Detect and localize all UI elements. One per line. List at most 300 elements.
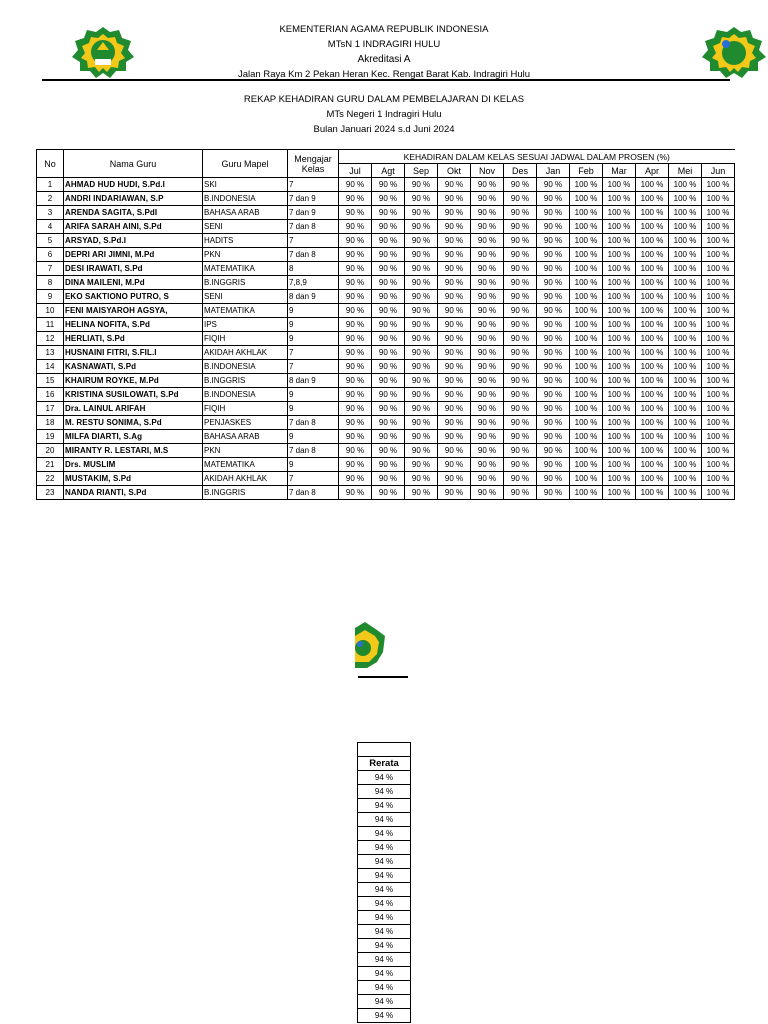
subject: HADITS (203, 234, 288, 248)
subject: B.INDONESIA (203, 388, 288, 402)
attendance-percent: 100 % (603, 444, 636, 458)
attendance-percent: 100 % (636, 234, 669, 248)
attendance-percent: 100 % (702, 318, 735, 332)
attendance-percent: 100 % (570, 458, 603, 472)
attendance-percent: 90 % (438, 192, 471, 206)
attendance-percent: 100 % (702, 430, 735, 444)
attendance-percent: 100 % (570, 402, 603, 416)
month-header: Jun (702, 164, 735, 178)
attendance-percent: 100 % (570, 486, 603, 500)
subject: FIQIH (203, 332, 288, 346)
attendance-percent: 90 % (471, 332, 504, 346)
attendance-percent: 100 % (603, 388, 636, 402)
attendance-percent: 100 % (570, 290, 603, 304)
attendance-percent: 90 % (471, 206, 504, 220)
attendance-percent: 100 % (603, 374, 636, 388)
subject: AKIDAH AKHLAK (203, 346, 288, 360)
table-row (37, 192, 735, 206)
attendance-percent: 90 % (504, 304, 537, 318)
subject: MATEMATIKA (203, 262, 288, 276)
row-number: 6 (37, 248, 64, 262)
teacher-name: Drs. MUSLIM (64, 458, 203, 472)
attendance-percent: 90 % (339, 332, 372, 346)
attendance-percent: 100 % (702, 374, 735, 388)
rerata-blank-cell (358, 743, 411, 757)
grades-taught: 9 (288, 402, 339, 416)
attendance-percent: 100 % (636, 430, 669, 444)
attendance-percent: 90 % (471, 388, 504, 402)
attendance-percent: 90 % (537, 262, 570, 276)
attendance-percent: 90 % (471, 402, 504, 416)
attendance-percent: 90 % (471, 444, 504, 458)
attendance-percent: 90 % (405, 178, 438, 192)
grades-taught: 7 (288, 178, 339, 192)
attendance-percent: 100 % (603, 402, 636, 416)
subject: AKIDAH AKHLAK (203, 472, 288, 486)
attendance-percent: 90 % (339, 318, 372, 332)
row-number: 19 (37, 430, 64, 444)
row-number: 2 (37, 192, 64, 206)
attendance-percent: 100 % (636, 206, 669, 220)
attendance-percent: 90 % (405, 206, 438, 220)
table-row (37, 486, 735, 500)
teacher-name: ARENDA SAGITA, S.PdI (64, 206, 203, 220)
teacher-name: ANDRI INDARIAWAN, S.P (64, 192, 203, 206)
subject: B.INGGRIS (203, 374, 288, 388)
attendance-percent: 100 % (636, 444, 669, 458)
attendance-percent: 90 % (438, 374, 471, 388)
subject: B.INDONESIA (203, 192, 288, 206)
attendance-percent: 100 % (669, 304, 702, 318)
attendance-percent: 100 % (636, 262, 669, 276)
row-number: 7 (37, 262, 64, 276)
attendance-percent: 90 % (471, 360, 504, 374)
attendance-percent: 90 % (339, 192, 372, 206)
row-number: 9 (37, 290, 64, 304)
attendance-percent: 90 % (537, 360, 570, 374)
report-title: REKAP KEHADIRAN GURU DALAM PEMBELAJARAN DI KELAS (243, 94, 525, 105)
attendance-percent: 90 % (504, 346, 537, 360)
attendance-percent: 90 % (372, 388, 405, 402)
row-number: 8 (37, 276, 64, 290)
attendance-percent: 90 % (471, 220, 504, 234)
attendance-percent: 100 % (603, 332, 636, 346)
attendance-percent: 90 % (339, 206, 372, 220)
attendance-percent: 100 % (636, 472, 669, 486)
grades-taught: 7 dan 8 (288, 248, 339, 262)
attendance-percent: 90 % (537, 486, 570, 500)
attendance-percent: 90 % (504, 206, 537, 220)
attendance-percent: 90 % (438, 430, 471, 444)
attendance-percent: 90 % (504, 332, 537, 346)
attendance-percent: 90 % (438, 220, 471, 234)
attendance-percent: 90 % (405, 332, 438, 346)
attendance-percent: 90 % (471, 472, 504, 486)
table-row (37, 402, 735, 416)
attendance-percent: 100 % (636, 192, 669, 206)
table-row (37, 430, 735, 444)
attendance-percent: 90 % (438, 290, 471, 304)
attendance-percent: 100 % (669, 458, 702, 472)
teacher-name: DINA MAILENI, M.Pd (64, 276, 203, 290)
attendance-percent: 90 % (438, 360, 471, 374)
attendance-percent: 100 % (603, 472, 636, 486)
grades-taught: 7,8,9 (288, 276, 339, 290)
grades-taught: 9 (288, 304, 339, 318)
grades-taught: 9 (288, 458, 339, 472)
report-period: Bulan Januari 2024 s.d Juni 2024 (313, 124, 455, 135)
attendance-percent: 100 % (702, 248, 735, 262)
attendance-percent: 100 % (603, 248, 636, 262)
attendance-percent: 90 % (405, 402, 438, 416)
attendance-percent: 100 % (603, 360, 636, 374)
attendance-percent: 90 % (438, 234, 471, 248)
attendance-percent: 90 % (372, 304, 405, 318)
attendance-percent: 100 % (669, 402, 702, 416)
attendance-percent: 90 % (405, 472, 438, 486)
attendance-percent: 100 % (669, 430, 702, 444)
subject: BAHASA ARAB (203, 206, 288, 220)
attendance-percent: 100 % (636, 318, 669, 332)
attendance-percent: 100 % (570, 192, 603, 206)
attendance-percent: 100 % (603, 304, 636, 318)
attendance-percent: 90 % (504, 388, 537, 402)
subject: FIQIH (203, 402, 288, 416)
school-name: MTsN 1 INDRAGIRI HULU (327, 39, 441, 50)
rerata-value: 94 % (358, 967, 411, 981)
grades-taught: 7 dan 9 (288, 206, 339, 220)
attendance-percent: 90 % (405, 374, 438, 388)
attendance-percent: 90 % (339, 416, 372, 430)
attendance-percent: 100 % (636, 178, 669, 192)
attendance-percent: 100 % (702, 234, 735, 248)
row-number: 4 (37, 220, 64, 234)
attendance-percent: 100 % (636, 416, 669, 430)
attendance-percent: 90 % (339, 262, 372, 276)
teacher-name: MUSTAKIM, S.Pd (64, 472, 203, 486)
attendance-percent: 100 % (570, 206, 603, 220)
table-row (37, 206, 735, 220)
attendance-percent: 100 % (669, 374, 702, 388)
attendance-percent: 90 % (438, 318, 471, 332)
teacher-name: FENI MAISYAROH AGSYA, (64, 304, 203, 318)
rerata-value: 94 % (358, 953, 411, 967)
attendance-percent: 90 % (405, 416, 438, 430)
attendance-percent: 90 % (471, 290, 504, 304)
attendance-percent: 90 % (504, 430, 537, 444)
row-number: 16 (37, 388, 64, 402)
month-header: Jul (339, 164, 372, 178)
attendance-percent: 90 % (504, 444, 537, 458)
attendance-percent: 90 % (372, 486, 405, 500)
attendance-percent: 90 % (471, 276, 504, 290)
attendance-percent: 90 % (405, 388, 438, 402)
attendance-percent: 90 % (372, 220, 405, 234)
subject: SENI (203, 220, 288, 234)
attendance-percent: 90 % (438, 304, 471, 318)
attendance-percent: 100 % (702, 276, 735, 290)
subject: BAHASA ARAB (203, 430, 288, 444)
attendance-percent: 100 % (603, 262, 636, 276)
attendance-percent: 100 % (570, 360, 603, 374)
attendance-percent: 90 % (339, 234, 372, 248)
attendance-percent: 100 % (669, 248, 702, 262)
month-header: Sep (405, 164, 438, 178)
grades-taught: 9 (288, 318, 339, 332)
attendance-percent: 90 % (504, 416, 537, 430)
attendance-percent: 90 % (504, 472, 537, 486)
school-address: Jalan Raya Km 2 Pekan Heran Kec. Rengat Barat Kab. Indragiri Hulu (237, 69, 531, 80)
signature-line (358, 676, 408, 678)
attendance-percent: 100 % (570, 388, 603, 402)
attendance-percent: 90 % (537, 472, 570, 486)
teacher-name: MIRANTY R. LESTARI, M.S (64, 444, 203, 458)
rerata-value: 94 % (358, 785, 411, 799)
attendance-percent: 100 % (702, 192, 735, 206)
attendance-percent: 100 % (570, 444, 603, 458)
subject: PKN (203, 444, 288, 458)
grades-taught: 7 (288, 472, 339, 486)
attendance-percent: 100 % (702, 402, 735, 416)
row-number: 15 (37, 374, 64, 388)
grades-taught: 8 dan 9 (288, 374, 339, 388)
attendance-percent: 90 % (372, 248, 405, 262)
attendance-percent: 90 % (339, 458, 372, 472)
attendance-percent: 90 % (405, 248, 438, 262)
attendance-percent: 90 % (504, 374, 537, 388)
attendance-percent: 90 % (339, 486, 372, 500)
rerata-value: 94 % (358, 925, 411, 939)
grades-taught: 9 (288, 430, 339, 444)
month-header: Okt (438, 164, 471, 178)
attendance-percent: 90 % (405, 486, 438, 500)
attendance-percent: 90 % (372, 346, 405, 360)
attendance-percent: 100 % (702, 346, 735, 360)
attendance-percent: 100 % (702, 304, 735, 318)
table-row (37, 220, 735, 234)
attendance-percent: 90 % (504, 248, 537, 262)
attendance-percent: 90 % (372, 178, 405, 192)
attendance-percent: 90 % (438, 444, 471, 458)
attendance-percent: 100 % (603, 234, 636, 248)
attendance-percent: 100 % (669, 416, 702, 430)
table-row (37, 374, 735, 388)
col-no-header: No (37, 150, 64, 178)
attendance-percent: 90 % (537, 290, 570, 304)
subject: SKI (203, 178, 288, 192)
attendance-percent: 100 % (702, 206, 735, 220)
attendance-percent: 90 % (504, 192, 537, 206)
attendance-percent: 90 % (405, 192, 438, 206)
table-row (37, 444, 735, 458)
table-row (37, 360, 735, 374)
rerata-value: 94 % (358, 939, 411, 953)
attendance-percent: 90 % (405, 276, 438, 290)
table-row (37, 234, 735, 248)
subject: PKN (203, 248, 288, 262)
attendance-percent: 90 % (339, 444, 372, 458)
attendance-percent: 90 % (339, 346, 372, 360)
rerata-value: 94 % (358, 981, 411, 995)
attendance-percent: 90 % (372, 458, 405, 472)
month-header: Mei (669, 164, 702, 178)
teacher-name: HELINA NOFITA, S.Pd (64, 318, 203, 332)
attendance-percent: 100 % (669, 360, 702, 374)
table-row (37, 276, 735, 290)
attendance-percent: 90 % (339, 388, 372, 402)
attendance-percent: 90 % (339, 290, 372, 304)
attendance-percent: 90 % (504, 234, 537, 248)
attendance-percent: 90 % (438, 178, 471, 192)
row-number: 20 (37, 444, 64, 458)
row-number: 14 (37, 360, 64, 374)
teacher-name: ARIFA SARAH AINI, S.Pd (64, 220, 203, 234)
rerata-value: 94 % (358, 841, 411, 855)
attendance-percent: 100 % (603, 206, 636, 220)
attendance-percent: 100 % (570, 374, 603, 388)
table-row (37, 416, 735, 430)
attendance-percent: 100 % (669, 206, 702, 220)
attendance-percent: 90 % (405, 346, 438, 360)
month-header: Apr (636, 164, 669, 178)
attendance-percent: 100 % (636, 290, 669, 304)
attendance-percent: 90 % (405, 430, 438, 444)
attendance-percent: 90 % (405, 458, 438, 472)
grades-taught: 8 (288, 262, 339, 276)
attendance-percent: 90 % (504, 486, 537, 500)
attendance-percent: 90 % (372, 472, 405, 486)
rerata-value: 94 % (358, 883, 411, 897)
attendance-percent: 100 % (570, 262, 603, 276)
attendance-percent: 90 % (537, 346, 570, 360)
attendance-percent: 90 % (372, 192, 405, 206)
attendance-percent: 100 % (669, 276, 702, 290)
attendance-percent: 100 % (603, 276, 636, 290)
rerata-value: 94 % (358, 771, 411, 785)
attendance-percent: 90 % (537, 388, 570, 402)
table-row (37, 346, 735, 360)
attendance-percent: 90 % (537, 192, 570, 206)
subject: B.INGGRIS (203, 486, 288, 500)
attendance-percent: 100 % (669, 234, 702, 248)
attendance-table (36, 149, 735, 500)
attendance-percent: 90 % (372, 206, 405, 220)
teacher-name: DESI IRAWATI, S.Pd (64, 262, 203, 276)
attendance-percent: 100 % (669, 318, 702, 332)
attendance-percent: 100 % (669, 444, 702, 458)
attendance-percent: 90 % (471, 304, 504, 318)
subject: MATEMATIKA (203, 458, 288, 472)
rerata-value: 94 % (358, 827, 411, 841)
rerata-value: 94 % (358, 911, 411, 925)
rerata-value: 94 % (358, 813, 411, 827)
grades-taught: 9 (288, 332, 339, 346)
table-row (37, 458, 735, 472)
attendance-percent: 100 % (702, 178, 735, 192)
attendance-percent: 90 % (438, 416, 471, 430)
attendance-percent: 90 % (372, 444, 405, 458)
attendance-percent: 100 % (669, 346, 702, 360)
letterhead (0, 22, 768, 82)
report-title-block (0, 92, 768, 137)
attendance-percent: 100 % (570, 276, 603, 290)
grades-taught: 8 dan 9 (288, 290, 339, 304)
teacher-name: Dra. LAINUL ARIFAH (64, 402, 203, 416)
attendance-percent: 90 % (438, 248, 471, 262)
attendance-percent: 100 % (636, 360, 669, 374)
attendance-percent: 100 % (603, 430, 636, 444)
attendance-percent: 90 % (471, 458, 504, 472)
teacher-name: KHAIRUM ROYKE, M.Pd (64, 374, 203, 388)
attendance-percent: 90 % (438, 388, 471, 402)
attendance-percent: 100 % (570, 178, 603, 192)
row-number: 23 (37, 486, 64, 500)
attendance-percent: 90 % (471, 234, 504, 248)
attendance-percent: 100 % (669, 262, 702, 276)
attendance-percent: 90 % (339, 178, 372, 192)
attendance-percent: 90 % (438, 486, 471, 500)
attendance-percent: 100 % (636, 458, 669, 472)
subject: B.INDONESIA (203, 360, 288, 374)
attendance-percent: 90 % (372, 234, 405, 248)
attendance-percent: 100 % (636, 486, 669, 500)
attendance-percent: 90 % (471, 318, 504, 332)
col-mapel-header: Guru Mapel (203, 150, 288, 178)
attendance-percent: 90 % (339, 248, 372, 262)
grades-taught: 7 dan 8 (288, 444, 339, 458)
table-row (37, 290, 735, 304)
attendance-percent: 100 % (702, 332, 735, 346)
teacher-name: KRISTINA SUSILOWATI, S.Pd (64, 388, 203, 402)
teacher-name: ARSYAD, S.Pd.I (64, 234, 203, 248)
attendance-percent: 90 % (372, 416, 405, 430)
row-number: 11 (37, 318, 64, 332)
attendance-percent: 90 % (504, 318, 537, 332)
attendance-percent: 90 % (504, 178, 537, 192)
grades-taught: 7 (288, 234, 339, 248)
grades-taught: 7 dan 8 (288, 220, 339, 234)
attendance-percent: 100 % (669, 290, 702, 304)
attendance-percent: 100 % (603, 318, 636, 332)
attendance-percent: 100 % (702, 472, 735, 486)
subject: IPS (203, 318, 288, 332)
attendance-percent: 100 % (702, 486, 735, 500)
table-row (37, 248, 735, 262)
attendance-percent: 90 % (405, 262, 438, 276)
teacher-name: DEPRI ARI JIMNI, M.Pd (64, 248, 203, 262)
table-row (37, 178, 735, 192)
attendance-percent: 100 % (669, 178, 702, 192)
attendance-percent: 90 % (405, 444, 438, 458)
attendance-percent: 90 % (438, 402, 471, 416)
month-header: Agt (372, 164, 405, 178)
kemenag-emblem-icon (355, 622, 385, 674)
rerata-value: 94 % (358, 869, 411, 883)
row-number: 10 (37, 304, 64, 318)
attendance-percent: 90 % (537, 304, 570, 318)
attendance-percent: 100 % (702, 416, 735, 430)
attendance-percent: 90 % (438, 346, 471, 360)
accreditation: Akreditasi A (357, 54, 411, 65)
row-number: 21 (37, 458, 64, 472)
attendance-percent: 100 % (603, 220, 636, 234)
attendance-percent: 90 % (372, 374, 405, 388)
grades-taught: 7 dan 8 (288, 486, 339, 500)
attendance-percent: 90 % (537, 430, 570, 444)
attendance-percent: 100 % (570, 304, 603, 318)
attendance-percent: 90 % (339, 402, 372, 416)
attendance-percent: 100 % (702, 444, 735, 458)
